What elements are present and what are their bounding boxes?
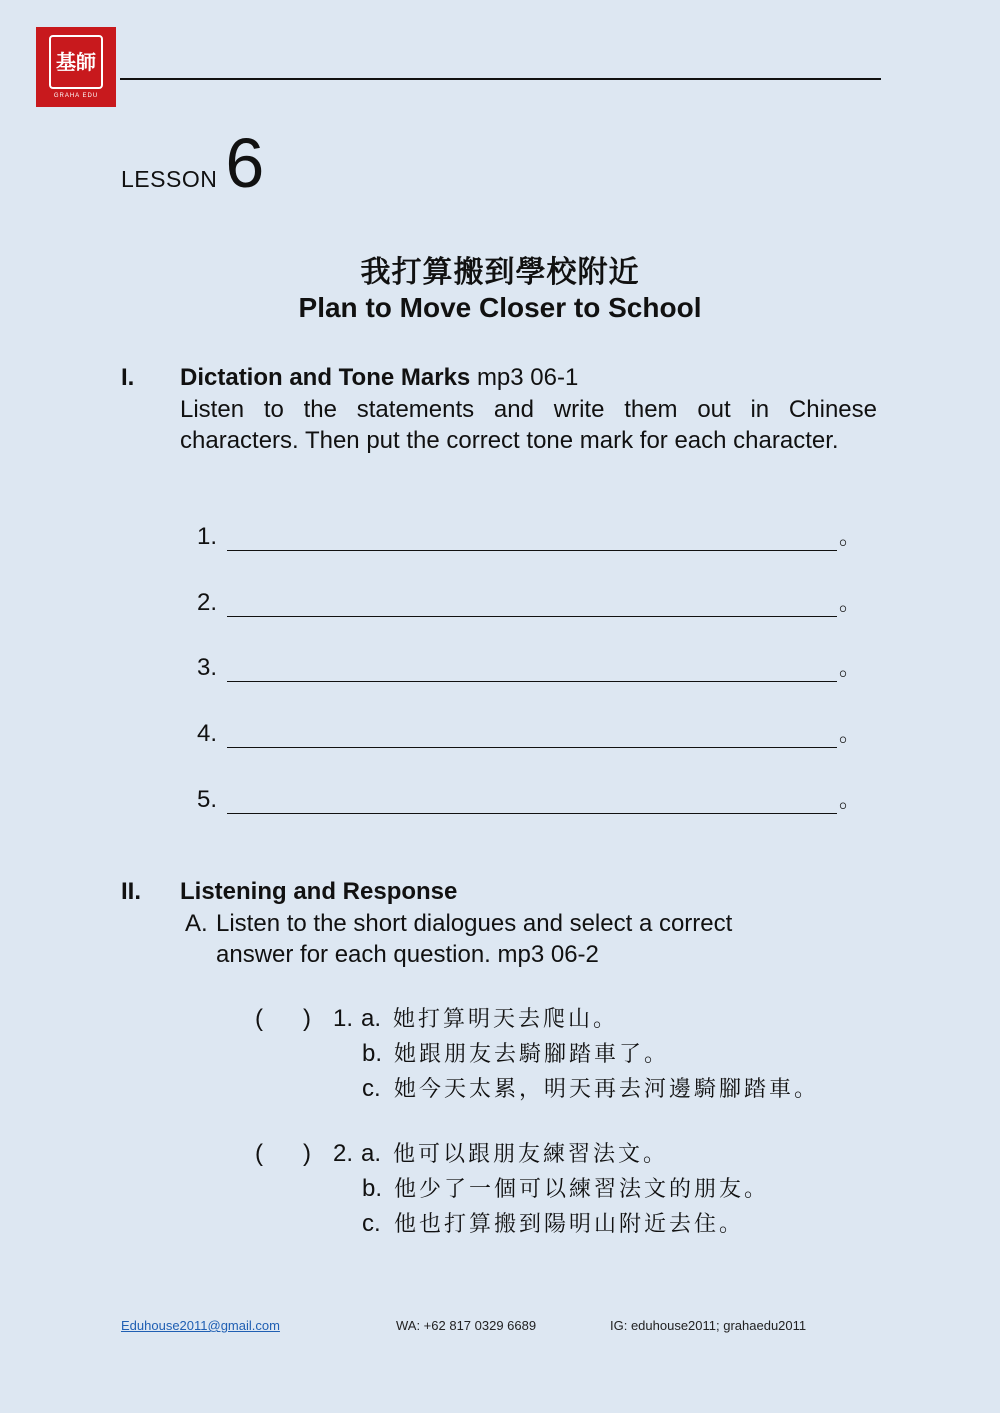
dictation-number: 1. bbox=[197, 523, 218, 550]
dictation-period: 。 bbox=[839, 524, 862, 549]
option-row bbox=[362, 1172, 769, 1203]
dictation-line bbox=[197, 651, 861, 682]
dictation-period: 。 bbox=[839, 655, 862, 680]
option-text: 她今天太累，明天再去河邊騎腳踏車。 bbox=[394, 1077, 820, 1102]
section2-number: II. bbox=[121, 878, 142, 905]
section2-part-a-line2: answer for each question. mp3 06-2 bbox=[216, 941, 599, 968]
lesson-label bbox=[121, 124, 265, 202]
header-divider bbox=[120, 78, 881, 80]
option-text: 他可以跟朋友練習法文。 bbox=[393, 1142, 669, 1167]
page-title-chinese: 我打算搬到學校附近 bbox=[360, 255, 640, 290]
option-letter: c. bbox=[362, 1075, 381, 1102]
section2-heading bbox=[180, 878, 457, 906]
dictation-line bbox=[197, 520, 861, 551]
section2-part-a-label: A. bbox=[185, 910, 208, 937]
dictation-answer-blank[interactable] bbox=[227, 787, 837, 814]
dictation-period: 。 bbox=[839, 721, 862, 746]
option-text: 她跟朋友去騎腳踏車了。 bbox=[394, 1042, 670, 1067]
graha-edu-logo bbox=[36, 27, 116, 107]
option-letter: a. bbox=[361, 1140, 382, 1167]
dictation-answer-blank[interactable] bbox=[227, 655, 837, 682]
dictation-number: 3. bbox=[197, 654, 218, 681]
section1-instructions: Listen to the statements and write them out in Chinese characters. Then put the correct tone mark for each character. bbox=[180, 396, 877, 454]
footer-whatsapp: WA: +62 817 0329 6689 bbox=[396, 1318, 537, 1333]
dictation-period: 。 bbox=[839, 590, 862, 615]
section1-number: I. bbox=[121, 364, 135, 391]
section1-audio-ref: mp3 06-1 bbox=[476, 364, 579, 391]
question-number: 1. bbox=[333, 1005, 354, 1032]
option-row bbox=[362, 1072, 819, 1103]
logo-text: GRAHA EDU bbox=[53, 93, 99, 99]
option-letter: b. bbox=[362, 1040, 383, 1067]
dictation-answer-blank[interactable] bbox=[227, 590, 837, 617]
option-text: 她打算明天去爬山。 bbox=[393, 1007, 619, 1032]
dictation-period: 。 bbox=[839, 787, 862, 812]
question-2 bbox=[255, 1137, 668, 1168]
question-number: 2. bbox=[333, 1140, 354, 1167]
dictation-answer-blank[interactable] bbox=[227, 721, 837, 748]
logo-mark: 基師 bbox=[49, 35, 103, 89]
dictation-answer-blank[interactable] bbox=[227, 524, 837, 551]
option-row bbox=[362, 1037, 669, 1068]
answer-bracket[interactable]: ( ) bbox=[255, 1005, 311, 1032]
dictation-line bbox=[197, 783, 861, 814]
footer-instagram: IG: eduhouse2011; grahaedu2011 bbox=[610, 1318, 807, 1333]
section1-heading-bold: Dictation and Tone Marks bbox=[180, 364, 471, 391]
question-1 bbox=[255, 1002, 618, 1033]
section1-heading bbox=[180, 364, 578, 392]
footer-email[interactable] bbox=[121, 1318, 280, 1333]
answer-bracket[interactable]: ( ) bbox=[255, 1140, 311, 1167]
dictation-number: 2. bbox=[197, 589, 218, 616]
dictation-number: 5. bbox=[197, 786, 218, 813]
option-letter: c. bbox=[362, 1210, 381, 1237]
dictation-line bbox=[197, 586, 861, 617]
lesson-word: LESSON bbox=[121, 166, 218, 192]
option-text: 他少了一個可以練習法文的朋友。 bbox=[394, 1177, 770, 1202]
dictation-line bbox=[197, 717, 861, 748]
section2-part-a-line1: Listen to the short dialogues and select a correct bbox=[216, 910, 733, 937]
option-letter: b. bbox=[362, 1175, 383, 1202]
section2-heading-bold: Listening and Response bbox=[180, 878, 458, 905]
option-text: 他也打算搬到陽明山附近去住。 bbox=[394, 1212, 745, 1237]
page-title-english: Plan to Move Closer to School bbox=[298, 292, 702, 323]
dictation-number: 4. bbox=[197, 720, 218, 747]
option-letter: a. bbox=[361, 1005, 382, 1032]
option-row bbox=[362, 1207, 744, 1238]
lesson-number: 6 bbox=[225, 124, 265, 202]
email-link[interactable]: Eduhouse2011@gmail.com bbox=[121, 1318, 280, 1333]
